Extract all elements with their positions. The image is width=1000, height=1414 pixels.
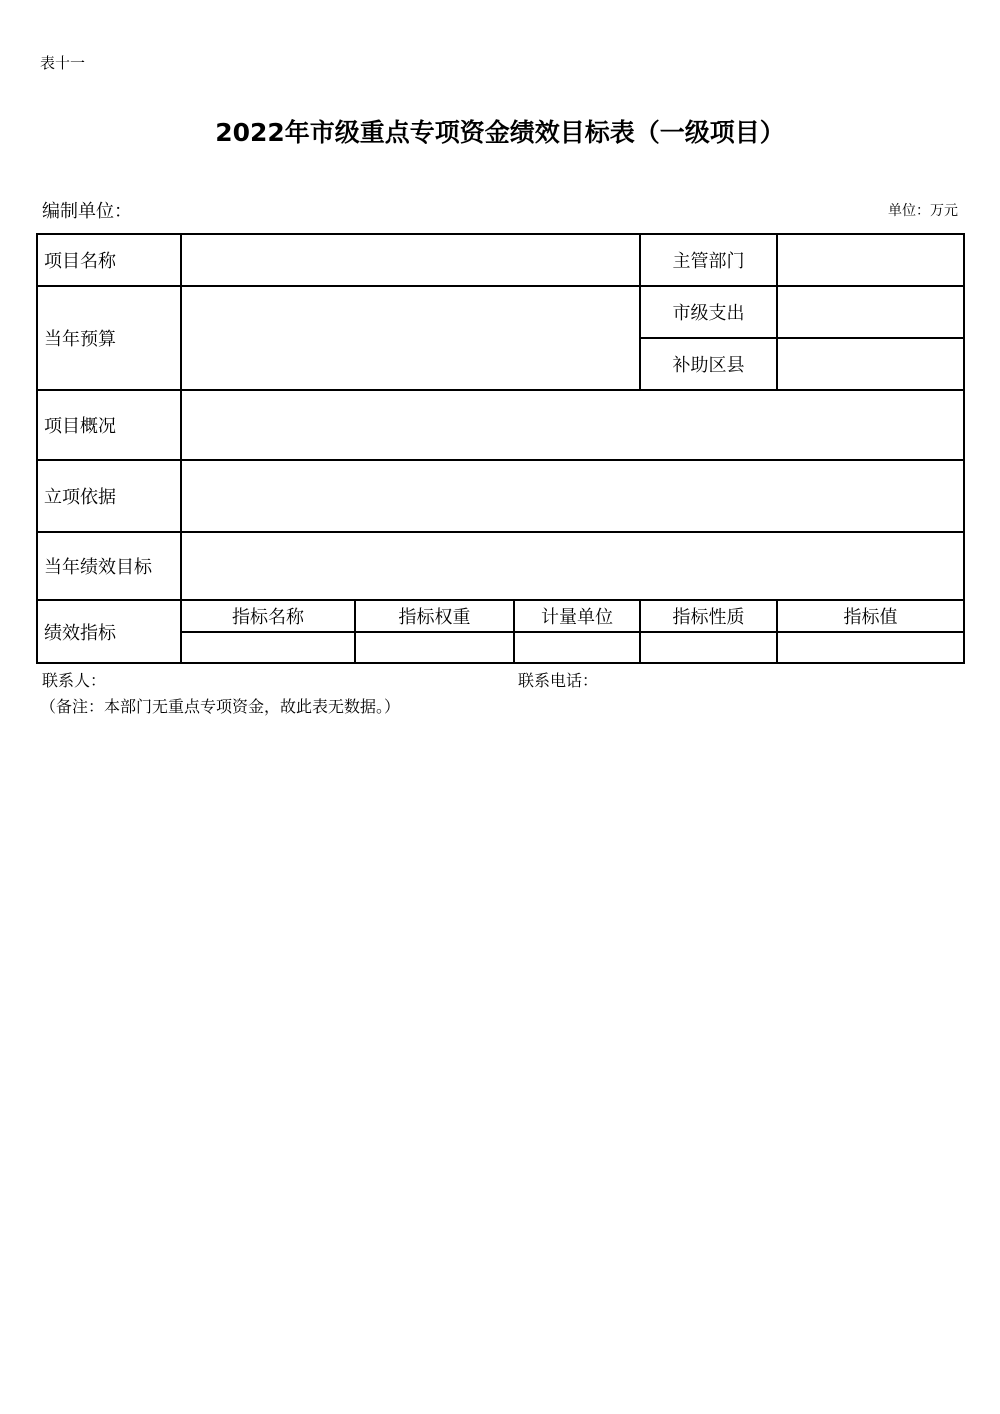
project-overview-label: 项目概况 (37, 390, 181, 460)
contact-phone-label: 联系电话： (518, 671, 599, 690)
measure-unit-cell (514, 632, 640, 663)
table-row (37, 286, 964, 338)
table-row (37, 600, 964, 632)
page-title: 2022年市级重点专项资金绩效目标表（一级项目） (215, 118, 785, 147)
county-subsidy-label: 补助区县 (640, 338, 777, 390)
project-name-label: 项目名称 (37, 234, 181, 286)
compiler-label: 编制单位： (42, 201, 132, 222)
project-basis-value (181, 460, 964, 532)
city-spending-value (777, 286, 964, 338)
remark-note: （备注：本部门无重点专项资金，故此表无数据。） (40, 697, 401, 716)
project-overview-value (181, 390, 964, 460)
current-budget-value (181, 286, 640, 390)
table-row (37, 390, 964, 460)
indicator-value-cell (777, 632, 964, 663)
annual-target-value (181, 532, 964, 600)
project-basis-label: 立项依据 (37, 460, 181, 532)
current-budget-label: 当年预算 (37, 286, 181, 390)
contact-person-label: 联系人： (42, 671, 107, 690)
indicator-nature-header: 指标性质 (640, 600, 777, 632)
dept-in-charge-value (777, 234, 964, 286)
table-number: 表十一 (40, 54, 86, 72)
dept-in-charge-label: 主管部门 (640, 234, 777, 286)
performance-target-table (36, 233, 965, 664)
city-spending-label: 市级支出 (640, 286, 777, 338)
table-row (37, 532, 964, 600)
indicator-name-cell (181, 632, 355, 663)
table-row (37, 460, 964, 532)
county-subsidy-value (777, 338, 964, 390)
table-row (37, 234, 964, 286)
indicator-name-header: 指标名称 (181, 600, 355, 632)
indicator-value-header: 指标值 (777, 600, 964, 632)
indicator-weight-header: 指标权重 (355, 600, 514, 632)
measure-unit-header: 计量单位 (514, 600, 640, 632)
currency-unit-label: 单位：万元 (888, 203, 958, 219)
indicators-label: 绩效指标 (37, 600, 181, 663)
indicator-nature-cell (640, 632, 777, 663)
project-name-value (181, 234, 640, 286)
annual-target-label: 当年绩效目标 (37, 532, 181, 600)
indicator-weight-cell (355, 632, 514, 663)
